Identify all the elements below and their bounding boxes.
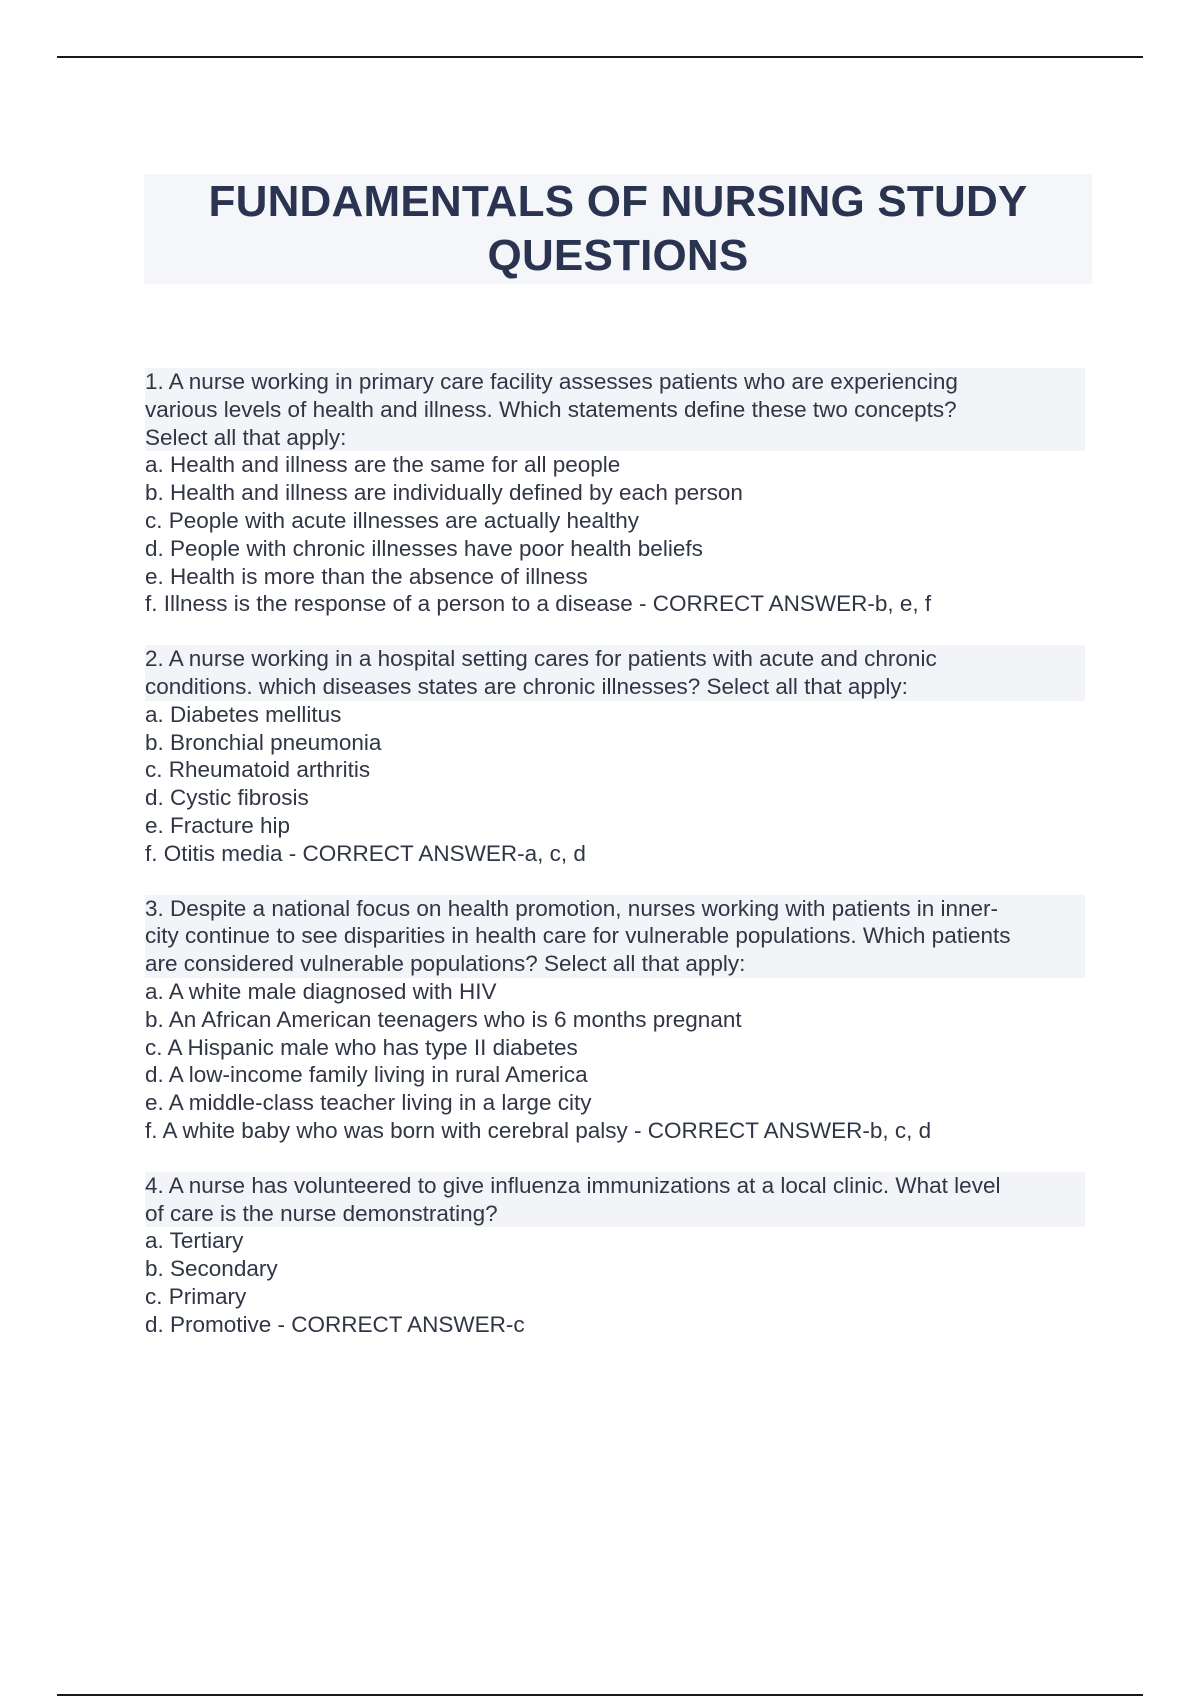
bottom-divider bbox=[57, 1694, 1143, 1696]
answer-option: e. Health is more than the absence of illness bbox=[145, 563, 588, 589]
answer-option: a. Diabetes mellitus bbox=[145, 701, 342, 727]
answer-option: c. A Hispanic male who has type II diabetes bbox=[145, 1034, 578, 1060]
answer-option: b. Bronchial pneumonia bbox=[145, 729, 382, 755]
question-2 bbox=[145, 645, 1085, 867]
answer-option: b. An African American teenagers who is 6 months pregnant bbox=[145, 1006, 742, 1032]
title-line-1: FUNDAMENTALS OF NURSING STUDY bbox=[208, 177, 1028, 226]
answer-option-with-correct-answer: d. Promotive - CORRECT ANSWER-c bbox=[145, 1311, 525, 1337]
question-stem-line: 3. Despite a national focus on health promotion, nurses working with patients in inner- bbox=[145, 895, 1085, 923]
answer-option-with-correct-answer: f. Otitis media - CORRECT ANSWER-a, c, d bbox=[145, 840, 586, 866]
answer-option: d. A low-income family living in rural America bbox=[145, 1062, 588, 1088]
question-stem-line: city continue to see disparities in health care for vulnerable populations. Which patients bbox=[145, 922, 1085, 950]
question-1 bbox=[145, 368, 1085, 618]
answer-option: a. Tertiary bbox=[145, 1228, 244, 1254]
answer-option: e. Fracture hip bbox=[145, 812, 291, 838]
page-title bbox=[209, 175, 1028, 283]
question-stem-line: 2. A nurse working in a hospital setting cares for patients with acute and chronic bbox=[145, 645, 1085, 673]
answer-option: b. Secondary bbox=[145, 1256, 278, 1282]
question-stem-line: 1. A nurse working in primary care facility assesses patients who are experiencing bbox=[145, 368, 1085, 396]
question-stem-line: conditions. which diseases states are chronic illnesses? Select all that apply: bbox=[145, 673, 1085, 701]
answer-option: d. Cystic fibrosis bbox=[145, 785, 309, 811]
question-stem-line: 4. A nurse has volunteered to give influenza immunizations at a local clinic. What level bbox=[145, 1172, 1085, 1200]
questions-list bbox=[145, 368, 1085, 1366]
title-line-2: QUESTIONS bbox=[487, 231, 749, 280]
title-band bbox=[144, 174, 1092, 284]
answer-option: c. People with acute illnesses are actually healthy bbox=[145, 507, 640, 533]
answer-option: b. Health and illness are individually defined by each person bbox=[145, 480, 743, 506]
answer-option: c. Primary bbox=[145, 1283, 247, 1309]
top-divider bbox=[57, 56, 1143, 58]
question-stem-line: are considered vulnerable populations? Select all that apply: bbox=[145, 950, 1085, 978]
question-stem-line: various levels of health and illness. Which statements define these two concepts? bbox=[145, 396, 1085, 424]
answer-option: a. Health and illness are the same for all people bbox=[145, 452, 621, 478]
answer-option: e. A middle-class teacher living in a large city bbox=[145, 1090, 592, 1116]
question-4 bbox=[145, 1172, 1085, 1339]
answer-option-with-correct-answer: f. Illness is the response of a person to a disease - CORRECT ANSWER-b, e, f bbox=[145, 591, 932, 617]
question-stem-line: of care is the nurse demonstrating? bbox=[145, 1200, 1085, 1228]
answer-option: c. Rheumatoid arthritis bbox=[145, 757, 371, 783]
answer-option: a. A white male diagnosed with HIV bbox=[145, 978, 497, 1004]
answer-option: d. People with chronic illnesses have poor health beliefs bbox=[145, 535, 703, 561]
answer-option-with-correct-answer: f. A white baby who was born with cerebral palsy - CORRECT ANSWER-b, c, d bbox=[145, 1117, 932, 1143]
question-3 bbox=[145, 895, 1085, 1145]
question-stem-line: Select all that apply: bbox=[145, 424, 1085, 452]
